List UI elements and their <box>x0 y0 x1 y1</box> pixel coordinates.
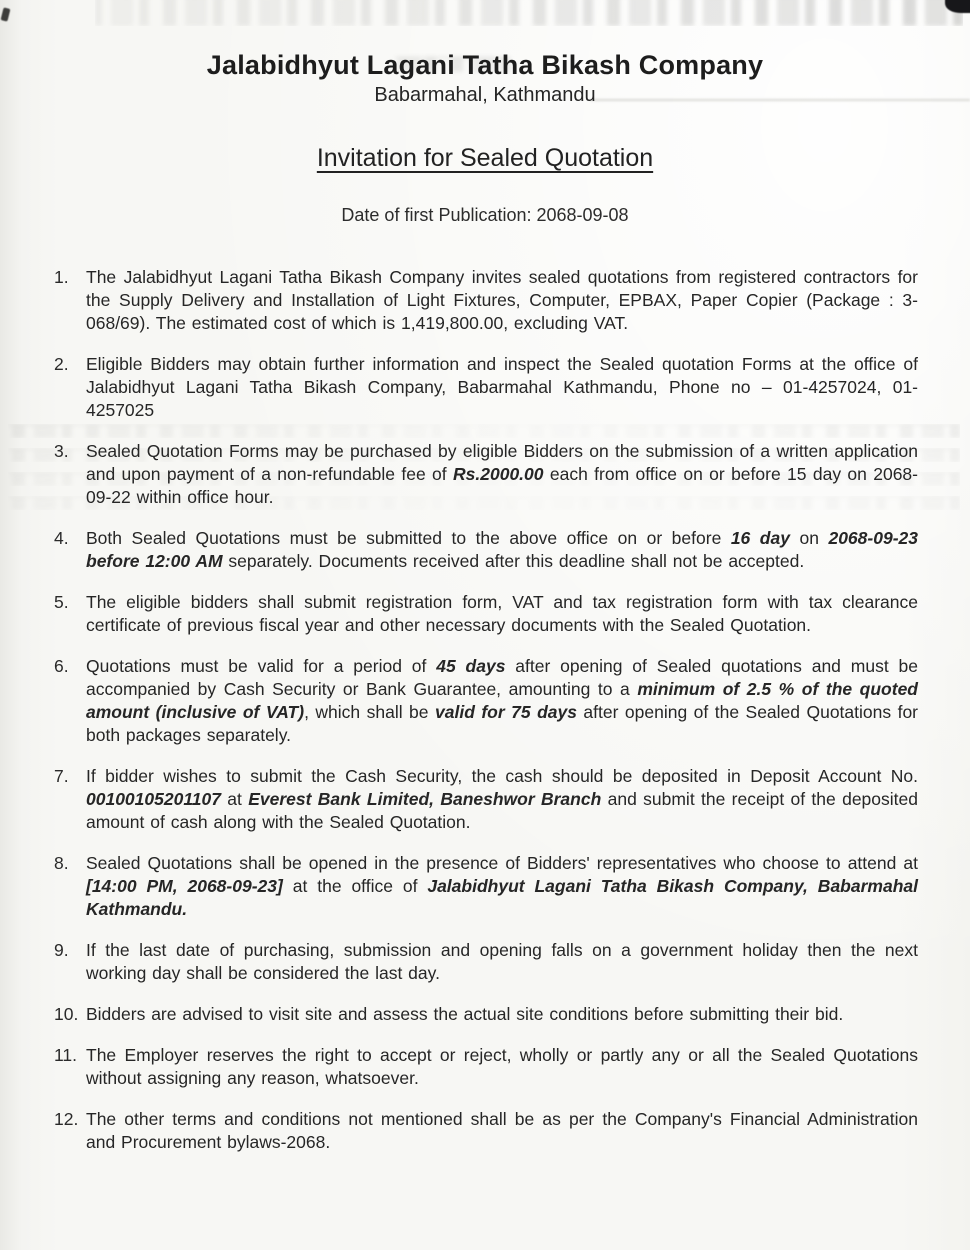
body-text: separately. Documents received after this deadline shall not be accepted. <box>222 551 805 571</box>
item-text <box>86 527 918 573</box>
item-text <box>86 1108 918 1154</box>
emphasized-text: Jalabidhyut Lagani Tatha Bikash Company, Babarmahal Kathmandu. <box>86 876 918 919</box>
list-item <box>54 1003 918 1026</box>
document-title: Invitation for Sealed Quotation <box>316 144 654 172</box>
item-number: 12. <box>54 1109 79 1129</box>
body-text: at the office of <box>282 876 428 896</box>
body-text: at <box>220 789 249 809</box>
body-text: The Employer reserves the right to accept or reject, wholly or partly any or all the Sealed Quotations without assigning any reason, whatsoever. <box>86 1045 918 1088</box>
item-text <box>86 939 918 985</box>
list-item <box>54 266 918 335</box>
item-text <box>86 440 918 509</box>
item-number: 11. <box>54 1045 78 1065</box>
emphasized-text: 16 day <box>730 528 790 548</box>
item-text <box>86 765 918 834</box>
list-item <box>54 939 918 985</box>
item-number: 10. <box>54 1004 79 1024</box>
item-text <box>86 353 918 422</box>
body-text: after opening of Sealed quotations and must be accompanied by Cash Security or Bank Guarantee, amounting to a <box>86 656 918 699</box>
item-number: 7. <box>54 766 69 786</box>
list-item <box>54 852 918 921</box>
list-item <box>54 591 918 637</box>
item-number: 1. <box>54 267 69 287</box>
emphasized-text: 00100105201107 <box>86 789 221 809</box>
body-text: and submit the receipt of the deposited amount of cash along with the Sealed Quotation. <box>86 789 918 832</box>
body-text: , which shall be <box>304 702 435 722</box>
emphasized-text: valid for 75 days <box>435 702 577 722</box>
terms-list <box>0 266 970 1154</box>
body-text: Sealed Quotations shall be opened in the presence of Bidders' representatives who choose to attend at <box>86 853 918 873</box>
company-name: Jalabidhyut Lagani Tatha Bikash Company <box>206 50 764 80</box>
body-text: The Jalabidhyut Lagani Tatha Bikash Company invites sealed quotations from registered contractors for the Supply Delivery and Installation of Light Fixtures, Computer, EPBAX, Paper Copier (Package : 3-068/69). The estimated cost of which is 1,419,800.00, excluding VAT. <box>86 267 918 333</box>
item-text <box>86 852 918 921</box>
item-text <box>86 266 918 335</box>
item-text <box>86 1003 918 1026</box>
item-number: 6. <box>54 656 69 676</box>
list-item <box>54 655 918 747</box>
body-text: Sealed Quotation Forms may be purchased by eligible Bidders on the submission of a written application and upon payment of a non-refundable fee of <box>86 441 918 484</box>
item-text <box>86 591 918 637</box>
emphasized-text: 2068-09-23 before 12:00 AM <box>86 528 918 571</box>
body-text: The eligible bidders shall submit registration form, VAT and tax registration form with tax clearance certificate of previous fiscal year and other necessary documents with the Sealed Quotation. <box>86 592 918 635</box>
body-text: If the last date of purchasing, submission and opening falls on a government holiday then the next working day shall be considered the last day. <box>86 940 918 983</box>
item-number: 5. <box>54 592 69 612</box>
body-text: each from office on or before 15 day on 2068-09-22 within office hour. <box>86 464 918 507</box>
item-number: 2. <box>54 354 69 374</box>
list-item <box>54 1044 918 1090</box>
item-text <box>86 655 918 747</box>
list-item <box>54 1108 918 1154</box>
publication-date: Date of first Publication: 2068-09-08 <box>341 205 629 225</box>
emphasized-text: minimum of 2.5 % of the quoted amount (inclusive of VAT) <box>86 679 918 722</box>
item-text <box>86 1044 918 1090</box>
list-item <box>54 353 918 422</box>
body-text: Eligible Bidders may obtain further information and inspect the Sealed quotation Forms at the office of Jalabidhyut Lagani Tatha Bikash Company, Babarmahal Kathmandu, Phone no – 01-4257024, 01-4257025 <box>86 354 918 420</box>
company-address: Babarmahal, Kathmandu <box>374 84 596 106</box>
list-item <box>54 440 918 509</box>
list-item <box>54 527 918 573</box>
emphasized-text: 45 days <box>436 656 506 676</box>
emphasized-text: Everest Bank Limited, Baneshwor Branch <box>248 789 602 809</box>
body-text: The other terms and conditions not mentioned shall be as per the Company's Financial Administration and Procurement bylaws-2068. <box>86 1109 918 1152</box>
emphasized-text: Rs.2000.00 <box>453 464 544 484</box>
body-text: after opening of the Sealed Quotations for both packages separately. <box>86 702 919 745</box>
body-text: Quotations must be valid for a period of <box>86 656 437 676</box>
item-number: 8. <box>54 853 69 873</box>
emphasized-text: [14:00 PM, 2068-09-23] <box>86 876 283 896</box>
body-text: Both Sealed Quotations must be submitted to the above office on or before <box>86 528 731 548</box>
item-number: 9. <box>54 940 69 960</box>
body-text: If bidder wishes to submit the Cash Security, the cash should be deposited in Deposit Account No. <box>86 766 918 786</box>
item-number: 4. <box>54 528 69 548</box>
document-header <box>0 0 970 226</box>
body-text: Bidders are advised to visit site and assess the actual site conditions before submitting their bid. <box>86 1004 844 1024</box>
body-text: on <box>789 528 829 548</box>
list-item <box>54 765 918 834</box>
item-number: 3. <box>54 441 69 461</box>
